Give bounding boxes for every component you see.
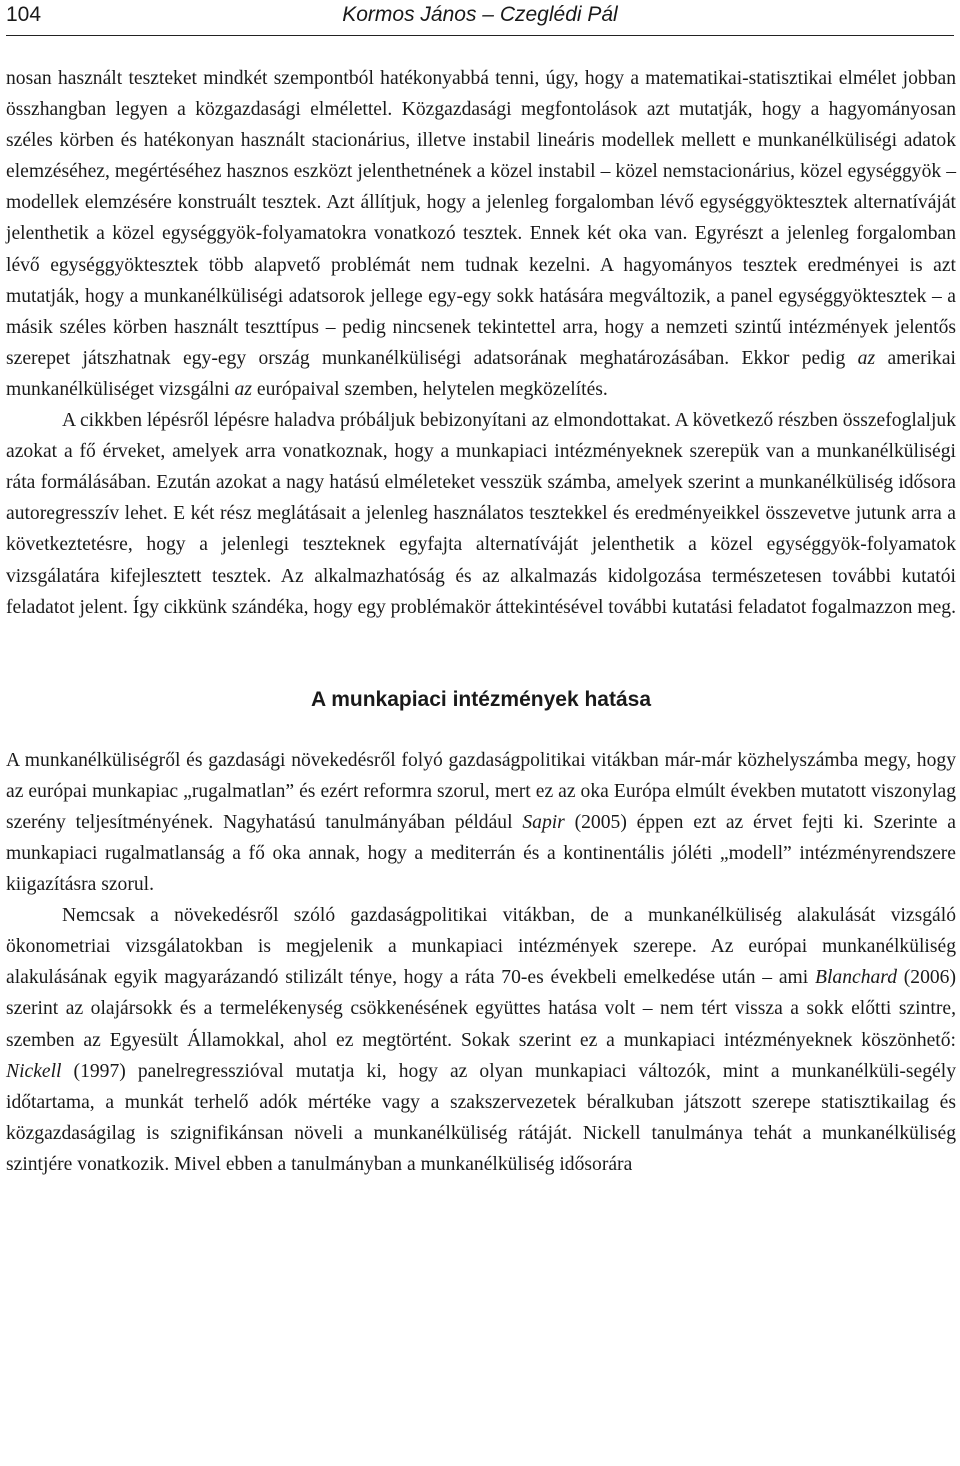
italic-text: Blanchard	[815, 967, 897, 989]
paragraph	[6, 405, 956, 623]
section-heading: A munkapiaci intézmények hatása	[310, 687, 652, 711]
section-paragraphs	[6, 745, 956, 1180]
paragraph-text: európaival szemben, helytelen megközelítés.	[251, 378, 608, 400]
body-text	[6, 63, 956, 1180]
paragraph-text: (2006) szerint az olajársokk és a termelékenység csökkenésének együttes hatása volt – nem tért vissza a sokk előtti szintre, szemben az Egyesült Államokkal, ahol ez megtörtént. Sokak szerint ez a munkapiaci intézményeknek köszönhető:	[6, 967, 957, 1051]
paragraph-text: A munkanélküliségről és gazdasági növekedésről folyó gazdaságpolitikai vitákban már-már közhelyszámba megy, hogy az európai munkapiac „rugalmatlan” és ezért reformra szorul, mert ez az oka Európa elmúlt években mutatott viszonylag szerény teljesítményének. Nagyhatású tanulmányában például	[6, 749, 956, 833]
paragraph-text: A cikkben lépésről lépésre haladva próbáljuk bebizonyítani az elmondottakat. A következő részben összefoglaljuk azokat a fő érveket, amelyek arra vonatkoznak, hogy a munkapiaci intézményeknek szerepük van a munkanélküliségi ráta formálásában. Ezután azokat a nagy hatású elméleteket vesszük számba, amelyek szerint a munkanélküliség idősora autoregresszív lehet. E két rész meglátásait a jelenleg használatos tesztekkel és eredményeikkel összevetve jutunk arra a következtetésre, hogy a jelenlegi teszteknek egyfajta alternatíváját jelenthetik a közel egységgyök-folyamatok vizsgálatára kifejlesztett tesztek. Az alkalmazhatóság és az alkalmazás kidolgozása természetesen további kutatói feladatot jelent. Így cikkünk szándéka, hogy egy problémakör áttekintésével további kutatási feladatot fogalmazzon meg.	[6, 410, 956, 618]
paragraph-text: (1997) panelregresszióval mutatja ki, hogy az olyan munkapiaci változók, mint a munkanélküli-segély időtartama, a munkát terhelő adók mértéke vagy a szakszervezetek béralkuban játszott szerepe statisztikailag és közgazdaságilag is szignifikánsan növeli a munkanélküliség rátáját. Nickell tanulmánya tehát a munkanélküliség szintjére vonatkozik. Mivel ebben a tanulmányban a munkanélküliség idősorára	[6, 1060, 956, 1175]
header-rule	[6, 35, 954, 36]
paragraph-text: (2005) éppen ezt az érvet fejti ki. Szerinte a munkapiaci rugalmatlanság a fő oka annak, hogy a mediterrán és a kontinentális jóléti „modell” intézményrendszere kiigazításra szorul.	[6, 811, 956, 896]
italic-text: Sapir	[522, 811, 565, 833]
paragraph	[6, 63, 956, 405]
paragraph-text: nosan használt teszteket mindkét szempontból hatékonyabbá tenni, úgy, hogy a matematikai-statisztikai elmélet jobban összhangban legyen a közgazdasági elmélettel. Közgazdasági megfontolások azt mutatják, hogy a hagyományosan széles körben és hatékonyan használt stacionárius, illetve instabil lineáris modellek mellett e munkanélküliségi adatok elemzéséhez, megértéséhez hasznos eszközt jelenthetnének a közel instabil – közel nemstacionárius, közel egységgyök – modellek elemzésére konstruált tesztek. Azt állítjuk, hogy a jelenleg forgalomban lévő egységgyöktesztek alternatíváját jelenthetik a közel egységgyök-folyamatokra vonatkozó tesztek. Ennek két oka van. Egyrészt a jelenleg forgalomban lévő egységgyöktesztek több alapvető problémát nem tudnak kezelni. A hagyományos tesztek eredményei is azt mutatják, hogy a munkanélküliségi adatsorok jellege egy-egy sokk hatására megváltozik, a panel egységgyöktesztek – a másik széles körben használt teszttípus – pedig nincsenek tekintettel arra, hogy a nemzeti szintű intézmények jelentős szerepet játszhatnak egy-egy ország munkanélküliségi adatsorának meghatározásában. Ekkor pedig	[6, 68, 956, 369]
italic-text: az	[857, 347, 876, 369]
italic-text: az	[234, 378, 252, 400]
paragraph-text: Nemcsak a növekedésről szóló gazdaságpolitikai vitákban, de a munkanélküliség alakulását vizsgáló ökonometriai vizsgálatokban is megjelenik a munkapiaci intézmények szerepe. Az európai munkanélküliség alakulásának egyik magyarázandó stilizált ténye, hogy a ráta 70-es évekbeli emelkedése után – ami	[6, 905, 956, 989]
running-head-authors: Kormos János – Czeglédi Pál	[342, 3, 618, 26]
intro-paragraphs	[6, 63, 956, 623]
paragraph-text: amerikai munkanélküliséget vizsgálni	[6, 347, 956, 400]
page-number: 104	[6, 3, 42, 26]
italic-text: Nickell	[6, 1060, 62, 1082]
page-header	[0, 0, 960, 34]
paragraph	[6, 745, 956, 900]
paragraph	[6, 900, 956, 1180]
